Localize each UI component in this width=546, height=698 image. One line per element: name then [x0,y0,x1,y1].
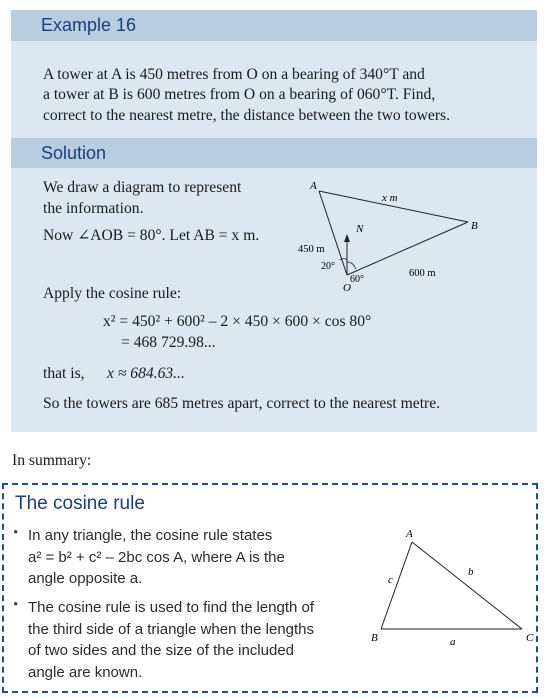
example-box [11,10,537,432]
side-ab-label: x m [382,192,398,204]
summary-intro: In summary: [12,452,92,469]
north-label: N [356,223,364,235]
bullet-icon: • [13,525,19,541]
vertex-a-label: A [310,180,317,192]
bullet-line: a² = b² + c² – 2bc cos A, where A is the [28,548,285,566]
problem-line: a tower at B is 600 metres from O on a bearing of 060°T. Find, [43,86,436,104]
bullet-text [28,597,348,683]
north-arrow-icon [344,234,350,242]
problem-line: A tower at A is 450 metres from O on a bearing of 340°T and [43,66,425,83]
bullet-line: The cosine rule is used to find the length of [28,599,315,616]
problem-statement [43,65,523,126]
bullet-text [28,525,348,590]
angle-east-label: 60° [350,274,364,285]
equation-line: x² = 450² + 600² – 2 × 450 × 600 × cos 80° [103,313,372,330]
problem-line: correct to the nearest metre, the distance between the two towers. [43,106,450,124]
solution-line: that is, [43,365,85,382]
solution-header [11,138,537,168]
side-ob-label: 600 m [409,268,436,279]
bullet-line: In any triangle, the cosine rule states [28,527,273,544]
side-a-label: a [450,636,456,648]
bullet-line: the third side of a triangle when the lengths [28,620,315,638]
equation-line: x ≈ 684.63... [107,365,185,382]
vertex-b-label: B [371,632,378,644]
bearing-diagram [292,178,492,303]
bullet-icon: • [13,597,19,613]
vertex-o-label: O [343,282,351,294]
side-b [412,542,522,629]
triangle-diagram [364,525,539,650]
vertex-a-label: A [406,528,413,540]
side-b-label: b [468,566,474,578]
example-title: Example 16 [41,15,137,35]
summary-title: The cosine rule [15,493,145,514]
vertex-b-label: B [471,220,478,232]
side-c [381,542,412,629]
angle-arc-east [347,262,356,269]
solution-line: Now ∠AOB = 80°. Let AB = x m. [43,227,260,244]
bullet-line: angle are known. [28,663,143,681]
example-header [11,10,537,41]
solution-line: the information. [43,200,144,217]
solution-line: We draw a diagram to represent [43,179,242,196]
conclusion-line: So the towers are 685 metres apart, correct to the nearest metre. [43,395,441,412]
equation-line: = 468 729.98... [121,334,216,351]
angle-west-label: 20° [321,261,335,272]
bullet-line: of two sides and the size of the included [28,642,295,659]
solution-title: Solution [41,143,107,163]
side-oa-label: 450 m [298,244,325,255]
summary-box [2,483,538,693]
solution-line: Apply the cosine rule: [43,285,182,302]
vertex-c-label: C [526,632,534,644]
side-ob [347,222,468,275]
bullet-line: angle opposite a. [28,570,143,587]
side-c-label: c [388,574,393,586]
